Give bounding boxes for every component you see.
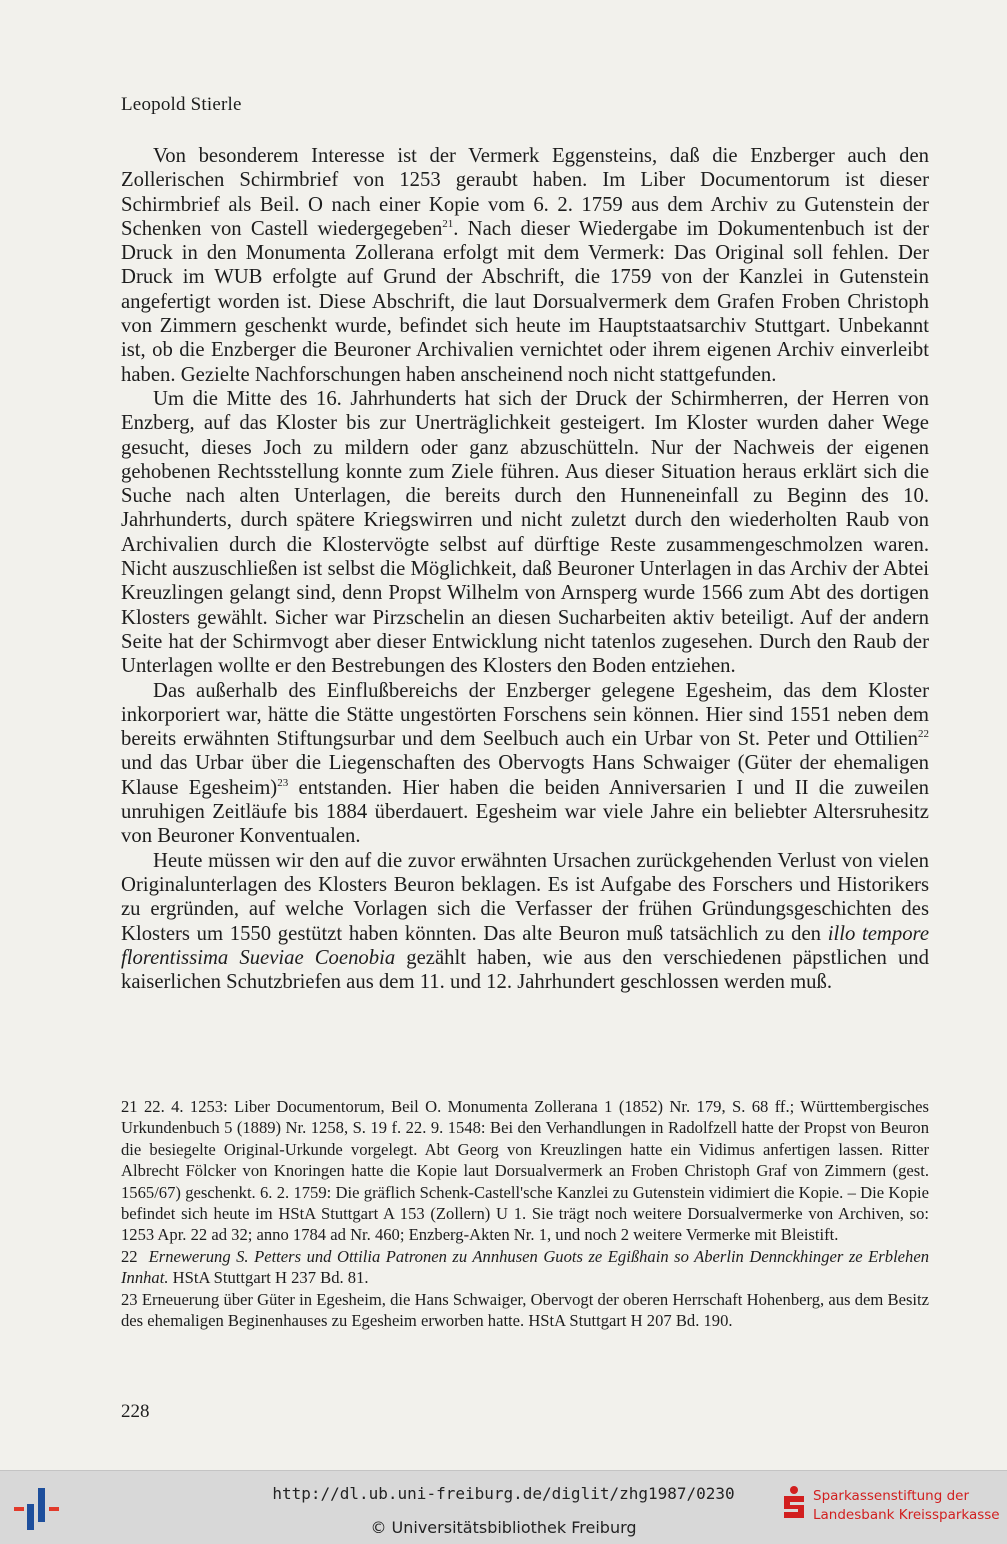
paragraph-4-text-a: Heute müssen wir den auf die zuvor erwähnten Ursachen zurückgehenden Verlust von vielen Originalunterlagen des Klosters Beuron beklagen. Es ist Aufgabe des Forschers und Historikers zu ergründen, auf welche Vorlagen sich die Verfasser der frühen Gründungsgeschichten des Klosters um 1550 gestützt haben könnten. Das alte Beuron muß tatsächlich zu den [121,849,929,945]
paragraph-3-text-c: entstanden. Hier haben die beiden Anniversarien I und II die zuweilen unruhigen Zeitläufe bis 1884 überdauert. Egesheim war viele Jahre ein beliebter Altersruhesitz von Beuroner Konventualen. [121,776,929,848]
page-number: 228 [121,1401,150,1422]
copyright-notice: © Universitätsbibliothek Freiburg [370,1518,637,1537]
footnote-22-number: 22 [121,1246,138,1266]
paragraph-4-latin-phrase: illo tempore florentissima Sueviae Coenobia [121,922,930,969]
sponsor-name-line-1: Sparkassenstiftung der [813,1488,970,1504]
paragraph-1 [121,144,929,387]
footnote-22-title: Ernewerung S. Petters und Ottilia Patronen zu Annhusen Guots ze Egißhain so Aberlin Dennckhinger ze Erblehen Innhat. [121,1246,929,1288]
footnote-ref-22[interactable]: 22 [918,728,929,741]
sponsor-name-line-2: Landesbank Kreissparkasse [813,1507,1000,1523]
paragraph-2: Um die Mitte des 16. Jahrhunderts hat sich der Druck der Schirmherren, der Herren von Enzberg, auf das Kloster bis zur Unerträglichkeit gesteigert. Im Kloster wurden daher Wege gesucht, dieses Joch zu mildern oder ganz abzuschütteln. Nur der Nachweis der eigenen gehobenen Rechtsstellung konnte zum Ziele führen. Aus dieser Situation heraus erklärt sich die Suche nach alten Unterlagen, die bereits durch den Hunneneinfall zu Beginn des 10. Jahrhunderts, durch spätere Kriegswirren und nicht zuletzt durch den wiederholten Raub von Archivalien durch die Klostervögte selbst auf dürftige Reste zusammengeschmolzen waren. Nicht auszuschließen ist selbst die Möglichkeit, daß Beuroner Unterlagen in das Archiv der Abtei Kreuzlingen gelangt sind, denn Propst Wilhelm von Arnsperg wurde 1566 zum Abt des dortigen Klosters gewählt. Sicher war Pirzschelin an diesen Sucharbeiten aktiv beteiligt. Auf der andern Seite hat der Schirmvogt aber dieser Entwicklung nicht tatenlos zugesehen. Durch den Raub der Unterlagen wollte er den Bestrebungen des Klosters den Boden entziehen. [121,387,929,678]
footnote-22-source: HStA Stuttgart H 237 Bd. 81. [168,1268,369,1288]
footnote-22 [121,1246,929,1289]
paragraph-3 [121,679,929,849]
paragraph-1-text-a: Von besonderem Interesse ist der Vermerk Eggensteins, daß die Enzberger auch den Zollerischen Schirmbrief von 1253 geraubt haben. Im Liber Documentorum ist dieser Schirmbrief als Beil. O nach einer Kopie vom 6. 2. 1759 aus dem Archiv zu Gutenstein der Schenken von Castell wiedergegeben [121,145,929,240]
body-text [121,144,929,994]
permalink-url[interactable]: http://dl.ub.uni-freiburg.de/diglit/zhg1987/0230 [272,1484,735,1503]
paragraph-4-text-b: gezählt haben, wie aus den verschiedenen päpstlichen und kaiserlichen Schutzbriefen aus dem 11. und 12. Jahrhundert geschlossen werden muß. [121,946,929,994]
viewer-footer [0,1470,1007,1544]
paragraph-3-text-a: Das außerhalb des Einflußbereichs der Enzberger gelegene Egesheim, das dem Kloster inkorporiert war, hätte die Stätte ungestörten Forschens sein können. Hier sind 1551 neben dem bereits erwähnten Stiftungsurbar und dem Seelbuch auch ein Urbar von St. Peter und Ottilien [121,679,929,751]
footnote-ref-21[interactable]: 21 [442,217,454,230]
sparkasse-logo-icon [780,1485,808,1521]
footnote-23: 23 Erneuerung über Güter in Egesheim, die Hans Schwaiger, Obervogt der oberen Herrschaft Hohenberg, aus dem Besitz des ehemaligen Beginenhauses zu Egesheim erworben hatte. HStA Stuttgart H 207 Bd. 190. [121,1289,929,1331]
paragraph-1-text-b: . Nach dieser Wiedergabe im Dokumentenbuch ist der Druck in den Monumenta Zollerana erfolgt mit dem Vermerk: Das Original soll fehlen. Der Druck im WUB erfolgte auf Grund der Abschrift, die 1759 von der Kanzlei in Gutenstein angefertigt worden ist. Diese Abschrift, die laut Dorsualvermerk dem Grafen Froben Christoph von Zimmern geschenkt wurde, befindet sich heute im Hauptstaatsarchiv Stuttgart. Unbekannt ist, ob die Enzberger die Beuroner Archivalien vernichtet oder ihrem eigenen Archiv einverleibt haben. Gezielte Nachforschungen haben anscheinend noch nicht stattgefunden. [121,217,930,386]
footnote-ref-23[interactable]: 23 [277,776,289,789]
sponsor-logo[interactable] [780,1485,1005,1535]
running-head: Leopold Stierle [121,94,242,115]
footnotes [121,1096,929,1331]
paragraph-4 [121,849,929,995]
footnote-21: 21 22. 4. 1253: Liber Documentorum, Beil O. Monumenta Zollerana 1 (1852) Nr. 179, S. 68 ff.; Württembergisches Urkundenbuch 5 (1889) Nr. 1258, S. 19 f. 22. 9. 1548: Bei den Verhandlungen in Radolfzell hatte der Propst von Beuron die besiegelte Original-Urkunde vorgelegt. Abt Georg von Kreuzlingen hatte ein Vidimus anfertigen lassen. Ritter Albrecht Fölcker von Knoringen hatte die Kopie laut Dorsualvermerk an Froben Christoph Graf von Zimmern (gest. 1565/67) geschenkt. 6. 2. 1759: Die gräflich Schenk-Castell'sche Kanzlei zu Gutenstein vidimiert die Kopie. – Die Kopie befindet sich heute im HStA Stuttgart A 153 (Zollern) U 1. Sie trägt noch weitere Dorsualvermerke von Archiven, so: 1253 Apr. 22 ad 32; anno 1784 ad Nr. 460; Enzberg-Akten Nr. 1, und noch 2 weitere Vermerke mit Bleistift. [121,1097,929,1245]
paragraph-3-text-b: und das Urbar über die Liegenschaften des Obervogts Hans Schwaiger (Güter der ehemaligen Klause Egesheim) [121,752,929,799]
